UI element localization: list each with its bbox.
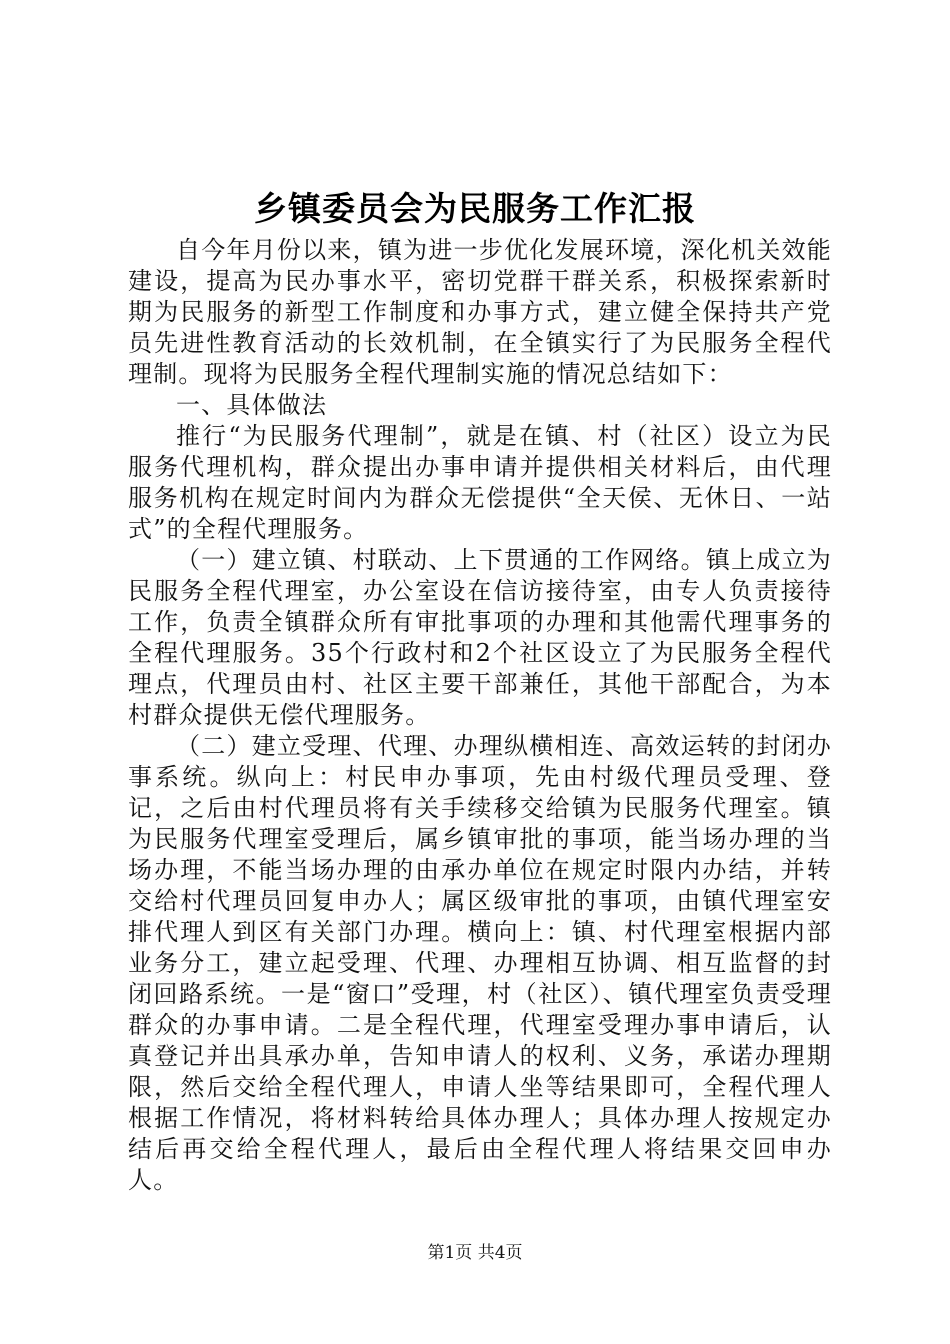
body-paragraph: 推行“为民服务代理制”，就是在镇、村（社区）设立为民服务代理机构，群众提出办事申请并提供相关材料后，由代理服务机构在规定时间内为群众无偿提供“全天侯、无休日、一站式”的全程代理服务。	[128, 422, 832, 543]
page-number-footer: 第1页 共4页	[427, 1243, 523, 1263]
section-heading: 一、具体做法	[176, 391, 328, 419]
body-paragraph: （二）建立受理、代理、办理纵横相连、高效运转的封闭办事系统。纵向上：村民申办事项，先由村级代理员受理、登记，之后由村代理员将有关手续移交给镇为民服务代理室。镇为民服务代理室受理后，属乡镇审批的事项，能当场办理的当场办理，不能当场办理的由承办单位在规定时限内办结，并转交给村代理员回复申办人；属区级审批的事项，由镇代理室安排代理人到区有关部门办理。横向上：镇、村代理室根据内部业务分工，建立起受理、代理、办理相互协调、相互监督的封闭回路系统。一是“窗口”受理，村（社区）、镇代理室负责受理群众的办事申请。二是全程代理，代理室受理办事申请后，认真登记并出具承办单，告知申请人的权利、义务，承诺办理期限，然后交给全程代理人，申请人坐等结果即可，全程代理人根据工作情况，将材料转给具体办理人；具体办理人按规定办结后再交给全程代理人，最后由全程代理人将结果交回申办人。	[128, 732, 832, 1194]
document-title: 乡镇委员会为民服务工作汇报	[254, 189, 696, 228]
intro-paragraph: 自今年月份以来，镇为进一步优化发展环境，深化机关效能建设，提高为民办事水平，密切党群干群关系，积极探索新时期为民服务的新型工作制度和办事方式，建立健全保持共产党员先进性教育活动的长效机制，在全镇实行了为民服务全程代理制。现将为民服务全程代理制实施的情况总结如下：	[128, 236, 832, 388]
document-body	[128, 235, 832, 1196]
body-paragraph: （一）建立镇、村联动、上下贯通的工作网络。镇上成立为民服务全程代理室，办公室设在信访接待室，由专人负责接待工作，负责全镇群众所有审批事项的办理和其他需代理事务的全程代理服务。35个行政村和2个社区设立了为民服务全程代理点，代理员由村、社区主要干部兼任，其他干部配合，为本村群众提供无偿代理服务。	[128, 546, 832, 729]
